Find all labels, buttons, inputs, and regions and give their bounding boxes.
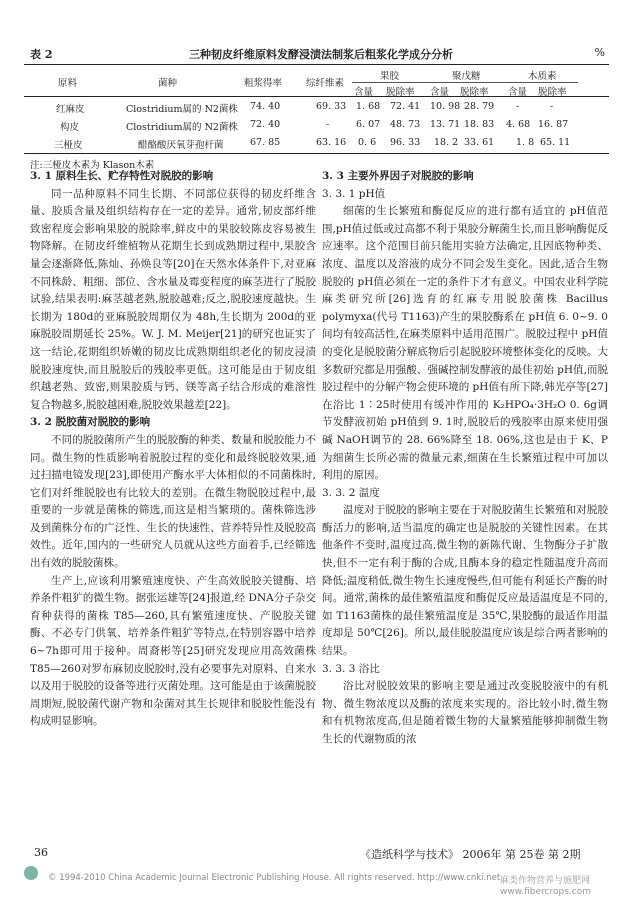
cell-pectin-content: 6. 07 xyxy=(356,119,381,130)
cell-pectin-rate: 48. 73 xyxy=(390,119,421,130)
header-content: 含量 xyxy=(354,87,374,98)
data-table xyxy=(0,0,631,160)
header-pectin: 果胶 xyxy=(380,71,400,82)
cnki-logo-icon xyxy=(24,866,38,880)
copyright-line: © 1994-2010 China Academic Journal Electronic Publishing House. All rights reserved. http://www.cnki.net xyxy=(48,873,501,883)
cell-lignin-rate: 16. 87 xyxy=(538,119,569,130)
watermark xyxy=(500,876,591,898)
cell-cellulose: - xyxy=(326,119,330,130)
page-number: 36 xyxy=(34,846,48,859)
table-number: 表 2 xyxy=(30,48,53,61)
header-raw: 原料 xyxy=(58,78,78,89)
subsection-heading: 3. 3. 2 温度 xyxy=(322,486,380,499)
subsection-heading: 3. 3. 3 浴比 xyxy=(322,662,380,675)
cell-cellulose: 63. 16 xyxy=(316,137,347,148)
header-content: 含量 xyxy=(508,87,528,98)
paragraph: 生产上,应该利用繁殖速度快、产生高效脱胶关键酶、培养条件粗犷的微生物。据张运雄等[24]报道,经 DNA分子杂交育种获得的菌株 T85—260,具有繁殖速度快、产脱胶关键酶、不必专门供氧、培养条件粗犷等特点,在特别容器中培养 6~7h即可用于接种。周裔彬等[25]研究发现应用高效菌株 T85—260对罗布麻韧皮脱胶时,没有必要事先对原料、自来水以及用于脱胶的设备等进行灭菌处理。这可能是由于该菌脱胶周期短,脱胶菌代谢产物和杂菌对其生长规律和脱胶性能没有构成明显影响。 xyxy=(30,574,316,728)
header-content: 含量 xyxy=(430,87,450,98)
cell-raw: 构皮 xyxy=(60,122,80,133)
cell-strain: Clostridium属的 N2菌株 xyxy=(126,122,238,133)
table-title: 三种韧皮纤维原料发酵浸渍法制浆后粗浆化学成分分析 xyxy=(189,48,453,61)
cell-lignin-rate: - xyxy=(550,101,554,112)
cell-strain: 醋酪酸厌氧芽孢杆菌 xyxy=(138,140,224,151)
watermark-url: www.fibercrops.com xyxy=(500,887,591,897)
header-rate: 脱除率 xyxy=(386,87,415,98)
cell-lignin-content: 1. 8 xyxy=(516,137,535,148)
cell-lignin-rate: 65. 11 xyxy=(540,137,571,148)
section-heading: 3. 2 脱胶菌对脱胶的影响 xyxy=(30,416,151,429)
cell-yield: 67. 85 xyxy=(250,137,281,148)
cell-strain: Clostridium属的 N2菌株 xyxy=(126,104,238,115)
header-strain: 菌种 xyxy=(158,78,178,89)
header-lignin: 木质素 xyxy=(528,71,557,82)
cell-pectin-rate: 72. 41 xyxy=(390,101,421,112)
cell-yield: 74. 40 xyxy=(250,101,281,112)
cell-raw: 三桠皮 xyxy=(54,140,83,151)
left-column xyxy=(30,168,316,731)
paragraph: 温度对于脱胶的影响主要在于对脱胶菌生长繁殖和对脱胶酶活力的影响,适当温度的确定也是脱胶的关键性因素。在其他条件不变时,温度过高,微生物的新陈代谢、生物酶分子扩散快,但不一定有利于酶的合成,且酶本身的稳定性随温度升高而降低;温度稍低,微生物生长速度慢些,但可能有利延长产酶的时间。通常,菌株的最佳繁殖温度和酶促反应最适温度是不同的,如 T1163菌株的最佳繁殖温度是 35℃,果胶酶的最适作用温度却是 50℃[26]。所以,最佳脱胶温度应该是综合两者影响的结果。 xyxy=(322,504,608,658)
paragraph: 浴比对脱胶效果的影响主要是通过改变脱胶液中的有机物、微生物浓度以及酶的浓度来实现的。浴比较小时,微生物和有机物浓度高,但是随着微生物的大量繁殖能够抑制微生物生长的代谢物质的浓 xyxy=(322,680,608,745)
cell-poly-content: 10. 98 xyxy=(430,101,461,112)
header-rate: 脱除率 xyxy=(460,87,489,98)
section-heading: 3. 1 原料生长、贮存特性对脱胶的影响 xyxy=(30,170,214,182)
paragraph: 不同的脱胶菌所产生的脱胶酶的种类、数量和脱胶能力不同。微生物的性质影响着脱胶过程的变化和最终脱胶效果,通过扫描电镜发现[23],即使用产酶水平大体相似的不同菌株时,它们对纤维脱胶也有比较大的差别。在微生物脱胶过程中,最重要的一步就是菌株的筛选,而这是相当繁琐的。菌株筛选涉及到菌株分布的广泛性、生长的快速性、营养特异性及脱胶高效性。近年,国内的一些研究人员就从这些方面着手,已经筛选出有效的脱胶菌株。 xyxy=(30,433,316,570)
paragraph: 细菌的生长繁殖和酶促反应的进行都有适宜的 pH值范围,pH值过低或过高都不利于果胶分解菌生长,而且影响酶促反应速率。这个范围目前只能用实验方法确定,且因底物种类、浓度、温度以及溶液的成分不同会发生变化。因此,适合生物脱胶的 pH值必须在一定的条件下才有意义。中国农业科学院麻类研究所[26]选育的红麻专用脱胶菌株 Bacillus polymyxa(代号 T1163)产生的果胶酶系在 pH值 6. 0~9. 0间均有较高活性,在麻类原料中适用范围广。脱胶过程中 pH值的变化是脱胶菌分解底物后引起脱胶环境整体变化的反映。大多数研究都是用强酸、强碱控制发酵液的最佳初始 pH值,而脱胶过程中的分解产物会使环境的 pH值有所下降,韩光亭等[27]在浴比 1∶25时使用有缓冲作用的 K₂HPO₄·3H₂O 0. 6g调节发酵液初始 pH值到 9. 1时,脱胶后的残胶率由原来使用强碱 NaOH调节的 28. 66%降至 18. 06%,这也是由于 K、P为细菌生长所必需的微量元素,细菌在生长繁殖过程中可加以利用的原因。 xyxy=(322,205,608,482)
cell-poly-rate: 28. 79 xyxy=(464,101,495,112)
table-note: 注:三桠皮木素为 Klason木素 xyxy=(30,160,155,171)
cell-poly-rate: 33. 61 xyxy=(464,137,495,148)
cell-yield: 72. 40 xyxy=(250,119,281,130)
cell-lignin-content: 4. 68 xyxy=(506,119,531,130)
cell-cellulose: 69. 33 xyxy=(316,101,347,112)
header-cellulose: 综纤维素 xyxy=(306,78,345,89)
cell-poly-content: 13. 71 xyxy=(430,119,461,130)
section-heading: 3. 3 主要外界因子对脱胶的影响 xyxy=(322,170,474,182)
header-yield: 粗浆得率 xyxy=(244,78,283,89)
header-rate: 脱除率 xyxy=(538,87,567,98)
cell-lignin-content: - xyxy=(516,101,520,112)
header-polypentose: 聚戊糖 xyxy=(452,71,481,82)
cell-pectin-content: 1. 68 xyxy=(356,101,381,112)
cell-pectin-rate: 96. 33 xyxy=(390,137,421,148)
journal-info: 《造纸科学与技术》 2006年 第 25卷 第 2期 xyxy=(360,848,581,861)
watermark-title: 麻类作物营养与施肥网 xyxy=(500,876,591,886)
cell-poly-rate: 18. 83 xyxy=(464,119,495,130)
cell-pectin-content: 0. 6 xyxy=(358,137,377,148)
cell-raw: 红麻皮 xyxy=(56,104,85,115)
subsection-heading: 3. 3. 1 pH值 xyxy=(322,187,386,200)
paragraph: 同一品种原料不同生长期、不同部位获得的韧皮纤维含量、胶质含量及组织结构存在一定的差异。通常,韧皮部纤维致密程度会影响果胶的脱除率,鲜皮中的果胶较陈皮容易被生物降解。在韧皮纤维植物从花期生长到成熟期过程中,果胶含量会逐渐降低,陈灿、孙焕良等[20]在天然水体条件下,对亚麻不同株龄、粗细、部位、含水量及霉变程度的麻茎进行了脱胶试验,结果表明:麻茎越老熟,脱胶越难;反之,脱胶速度越快。生长期为 180d的亚麻脱胶周期仅为 48h,生长期为 200d的亚麻脱胶周期延长 25%。W. J. M. Meijer[21]的研究也证实了这一结论,花期组织娇嫩的韧皮比成熟期组织老化的韧皮浸渍脱胶速度快,而且脱胶后的残胶率更低。这可能是由于韧皮组织越老熟、致密,则果胶质与钙、镁等离子结合形成的难溶性复合物越多,脱胶越困难,脱胶效果越差[22]。 xyxy=(30,187,316,411)
cell-poly-content: 18. 2 xyxy=(434,137,459,148)
right-column xyxy=(322,168,608,749)
table-unit: % xyxy=(594,46,605,59)
